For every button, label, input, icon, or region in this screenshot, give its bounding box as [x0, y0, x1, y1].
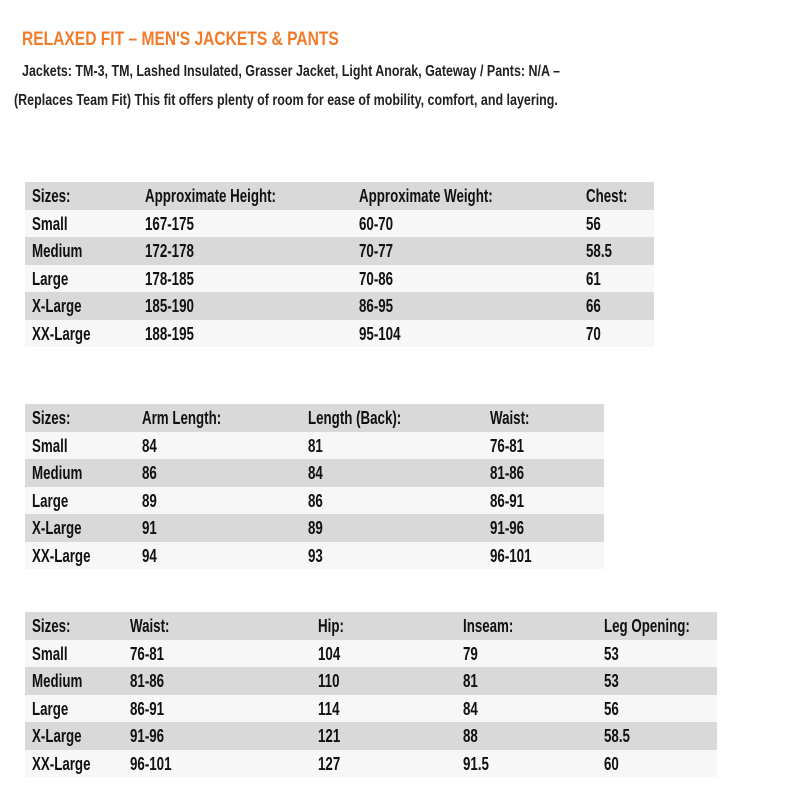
header-chest: Chest:	[586, 186, 628, 206]
size-table-pants	[25, 612, 717, 777]
header-sizes: Sizes:	[32, 186, 71, 206]
size-table-height-weight	[25, 182, 654, 347]
back-length-cell: 81	[308, 435, 323, 456]
weight-cell: 86-95	[359, 296, 394, 316]
leg-opening-cell: 53	[604, 643, 619, 664]
back-length-cell: 93	[308, 545, 323, 566]
weight-cell: 70-77	[359, 241, 394, 261]
height-cell: 188-195	[145, 323, 194, 344]
waist-cell: 76-81	[130, 643, 165, 664]
waist-cell: 81-86	[490, 463, 525, 483]
header-height: Approximate Height:	[145, 186, 276, 206]
table-row	[25, 432, 604, 460]
chest-cell: 56	[586, 213, 601, 234]
leg-opening-cell: 53	[604, 671, 619, 691]
fit-products-line: Jackets: TM-3, TM, Lashed Insulated, Grasser Jacket, Light Anorak, Gateway / Pants: N/A –	[22, 63, 560, 80]
inseam-cell: 79	[463, 643, 478, 664]
table-header-row	[25, 404, 604, 432]
arm-length-cell: 84	[142, 435, 157, 456]
page-title: RELAXED FIT – MEN'S JACKETS & PANTS	[22, 29, 339, 50]
table-row	[25, 667, 717, 695]
size-cell: Medium	[32, 241, 83, 261]
size-cell: XX-Large	[32, 323, 91, 344]
header-weight: Approximate Weight:	[359, 186, 493, 206]
waist-cell: 91-96	[130, 726, 165, 746]
height-cell: 172-178	[145, 241, 194, 261]
header-hip: Hip:	[318, 616, 344, 636]
waist-cell: 81-86	[130, 671, 165, 691]
arm-length-cell: 91	[142, 518, 157, 538]
leg-opening-cell: 56	[604, 698, 619, 719]
size-cell: Large	[32, 268, 69, 289]
leg-opening-cell: 58.5	[604, 726, 630, 746]
hip-cell: 104	[318, 643, 341, 664]
inseam-cell: 84	[463, 698, 478, 719]
table-row	[25, 459, 604, 487]
size-cell: XX-Large	[32, 753, 91, 774]
table-row	[25, 750, 717, 778]
size-cell: Medium	[32, 671, 83, 691]
waist-cell: 86-91	[130, 698, 165, 719]
hip-cell: 110	[318, 671, 340, 691]
height-cell: 167-175	[145, 213, 194, 234]
table-row	[25, 487, 604, 515]
leg-opening-cell: 60	[604, 753, 619, 774]
arm-length-cell: 89	[142, 490, 157, 511]
waist-cell: 86-91	[490, 490, 525, 511]
header-arm-length: Arm Length:	[142, 408, 222, 428]
table-row	[25, 514, 604, 542]
size-cell: X-Large	[32, 296, 82, 316]
weight-cell: 70-86	[359, 268, 394, 289]
hip-cell: 114	[318, 698, 340, 719]
inseam-cell: 81	[463, 671, 478, 691]
waist-cell: 76-81	[490, 435, 525, 456]
size-cell: X-Large	[32, 726, 82, 746]
table-row	[25, 237, 654, 265]
header-waist: Waist:	[130, 616, 170, 636]
inseam-cell: 88	[463, 726, 478, 746]
table-row	[25, 640, 717, 668]
header-sizes: Sizes:	[32, 616, 71, 636]
inseam-cell: 91.5	[463, 753, 489, 774]
arm-length-cell: 86	[142, 463, 157, 483]
header-back-length: Length (Back):	[308, 408, 402, 428]
waist-cell: 91-96	[490, 518, 525, 538]
table-row	[25, 695, 717, 723]
size-cell: X-Large	[32, 518, 82, 538]
size-cell: Large	[32, 698, 69, 719]
size-cell: XX-Large	[32, 545, 91, 566]
header-waist: Waist:	[490, 408, 530, 428]
table-row	[25, 542, 604, 570]
size-cell: Medium	[32, 463, 83, 483]
header-sizes: Sizes:	[32, 408, 71, 428]
size-cell: Small	[32, 435, 68, 456]
table-row	[25, 265, 654, 293]
header-leg-opening: Leg Opening:	[604, 616, 690, 636]
height-cell: 185-190	[145, 296, 194, 316]
hip-cell: 127	[318, 753, 341, 774]
weight-cell: 60-70	[359, 213, 394, 234]
table-header-row	[25, 182, 654, 210]
chest-cell: 66	[586, 296, 601, 316]
table-row	[25, 292, 654, 320]
size-cell: Small	[32, 213, 68, 234]
back-length-cell: 84	[308, 463, 323, 483]
chest-cell: 61	[586, 268, 601, 289]
header-inseam: Inseam:	[463, 616, 514, 636]
hip-cell: 121	[318, 726, 341, 746]
table-header-row	[25, 612, 717, 640]
weight-cell: 95-104	[359, 323, 401, 344]
size-table-arm-length	[25, 404, 604, 569]
table-row	[25, 722, 717, 750]
chest-cell: 70	[586, 323, 601, 344]
size-cell: Small	[32, 643, 68, 664]
arm-length-cell: 94	[142, 545, 157, 566]
height-cell: 178-185	[145, 268, 194, 289]
table-row	[25, 320, 654, 348]
table-row	[25, 210, 654, 238]
back-length-cell: 86	[308, 490, 323, 511]
waist-cell: 96-101	[130, 753, 172, 774]
back-length-cell: 89	[308, 518, 323, 538]
fit-description-line: (Replaces Team Fit) This fit offers plenty of room for ease of mobility, comfort, and layering.	[14, 92, 558, 109]
waist-cell: 96-101	[490, 545, 532, 566]
chest-cell: 58.5	[586, 241, 612, 261]
size-cell: Large	[32, 490, 69, 511]
